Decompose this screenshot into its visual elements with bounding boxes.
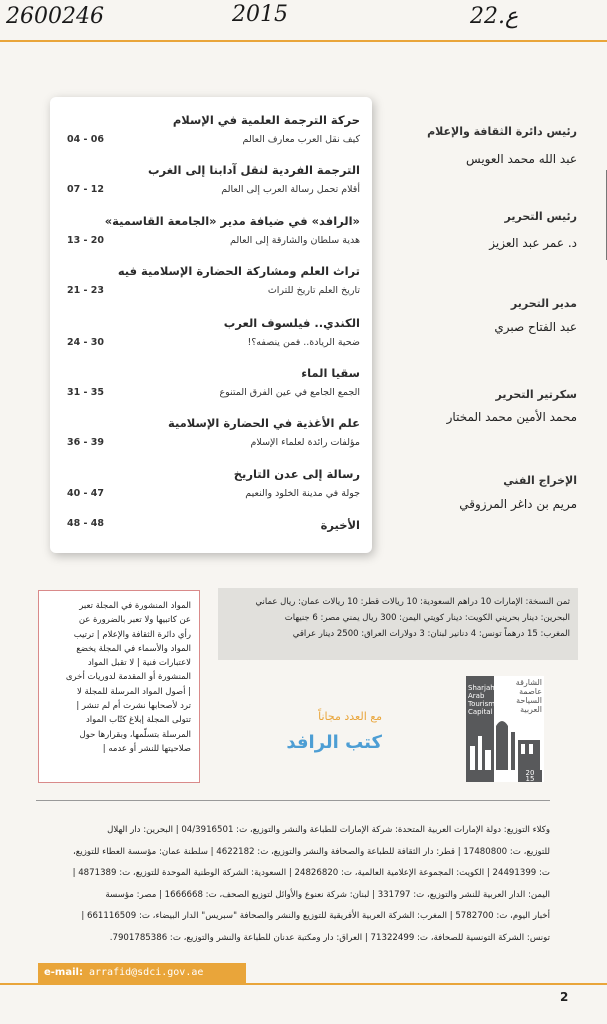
staff-role: الإخراج الفني — [503, 474, 577, 487]
staff-name: محمد الأمين محمد المختار — [446, 410, 577, 424]
staff-role: سكرتير التحرير — [495, 388, 577, 401]
sharjah-tourism-logo — [466, 676, 544, 782]
toc-entry-pages: 36 - 39 — [67, 437, 104, 448]
toc-entry-title: الترجمة الفردية لنقل آدابنا إلى الغرب — [147, 163, 360, 177]
toc-entry[interactable] — [60, 163, 360, 195]
handwritten-year: 2015 — [232, 2, 288, 27]
staff-name: عبد الله محمد العويس — [466, 152, 577, 166]
agent-line: وكلاء التوزيع: دولة الإمارات العربية المتحدة: شركة الإمارات للطباعة والنشر والتوزيع، ت: 04/3916501 | البحرين: دار الهلال — [107, 825, 550, 835]
staff-role: مدير التحرير — [510, 297, 577, 310]
email-bar[interactable] — [38, 963, 246, 983]
distribution-agents — [38, 820, 550, 949]
toc-entry-title: تراث العلم ومشاركة الحضارة الإسلامية فيه — [117, 264, 360, 278]
logo-year: 20 15 — [518, 770, 542, 782]
price-box — [218, 588, 578, 660]
toc-entry-subtitle: الجمع الجامع في عين الفرق المتنوع — [219, 387, 360, 398]
page-number: 2 — [560, 990, 569, 1004]
toc-entry-title: الكندي.. فيلسوف العرب — [223, 316, 360, 330]
free-with-issue-label: مع العدد مجاناً — [318, 710, 382, 723]
toc-entry[interactable] — [60, 113, 360, 145]
notice-line: ترد لأصحابها نشرت أم لم تنشر | — [76, 701, 191, 712]
email-label: e-mail: — [44, 967, 83, 978]
toc-entry-title: سقيا الماء — [301, 366, 360, 380]
toc-entry-pages: 04 - 06 — [67, 134, 104, 145]
staff-name: عبد الفتاح صبري — [494, 320, 577, 334]
agent-line: للتوزيع، ت: 17480800 | قطر: دار الثقافة للطباعة والصحافة والنشر والتوزيع، ت: 4622182 | سلطنة عمان: مؤسسة العطاء للتوزيع، — [73, 846, 550, 857]
toc-entry[interactable] — [60, 214, 360, 246]
toc-entry[interactable] — [60, 416, 360, 448]
editorial-notice — [38, 590, 200, 783]
notice-line: لاعتبارات فنية | لا تقبل المواد — [87, 658, 191, 669]
toc-entry[interactable] — [60, 518, 360, 532]
staff-role: رئيس التحرير — [504, 210, 577, 223]
toc-entry-subtitle: جولة في مدينة الخلود والنعيم — [245, 488, 360, 499]
toc-entry-subtitle: كيف نقل العرب معارف العالم — [242, 134, 360, 145]
toc-entry-subtitle: تاريخ العلم تاريخ للتراث — [267, 285, 360, 296]
price-line: البحرين: دينار بحريني الكويت: دينار كويتي اليمن: 300 ريال يمني مصر: 6 جنيهات — [284, 613, 570, 623]
price-line: المغرب: 15 درهماً تونس: 4 دنانير لبنان: 3 دولارات العراق: 2500 دينار عراقي — [292, 629, 570, 639]
toc-entry[interactable] — [60, 316, 360, 348]
notice-line: المرسلة بتسلّمها، وبقرارها حول — [79, 729, 191, 740]
price-line: ثمن النسخة: الإمارات 10 دراهم السعودية: 10 ريالات قطر: 10 ريالات عمان: ريال عماني — [255, 597, 570, 607]
toc-entry[interactable] — [60, 366, 360, 398]
email-address[interactable]: arrafid@sdci.gov.ae — [82, 967, 204, 978]
notice-line: المواد المنشورة في المجلة تعبر — [79, 601, 191, 611]
notice-line: رأي دائرة الثقافة والإعلام | ترتيب — [73, 629, 191, 640]
notice-line: صلاحيتها للنشر أو عدمه | — [102, 743, 191, 754]
agent-line: تونس: الشركة التونسية للصحافة، ت: 71322499 | العراق: دار ومكتبة عدنان للطباعة والنشر والتوزيع، ت: 7901785386. — [109, 932, 550, 943]
notice-line: المواد والأسماء في المجلة يخضع — [76, 643, 191, 654]
logo-en-text: Sharjah Arab Tourism Capital — [468, 684, 496, 716]
toc-entry[interactable] — [60, 467, 360, 499]
toc-entry-title: الأخيرة — [320, 518, 360, 532]
divider — [36, 800, 550, 801]
handwritten-code: 2600246 — [6, 4, 104, 29]
toc-entry-title: «الرافد» في ضيافة مدير «الجامعة القاسمية» — [104, 214, 360, 228]
toc-entry-pages: 40 - 47 — [67, 488, 104, 499]
toc-entry-subtitle: مؤلفات رائدة لعلماء الإسلام — [250, 437, 360, 448]
top-rule — [0, 40, 607, 42]
toc-entry-pages: 13 - 20 — [67, 235, 104, 246]
toc-entry-title: علم الأغذية في الحضارة الإسلامية — [168, 416, 360, 430]
toc-entry-pages: 31 - 35 — [67, 387, 104, 398]
notice-line: عن كاتبيها ولا تعبر بالضرورة عن — [78, 615, 191, 626]
toc-entry-subtitle: هدية سلطان والشارقة إلى العالم — [230, 235, 360, 246]
toc-entry-subtitle: ضحية الريادة.. فمن ينصفه؟! — [247, 337, 360, 348]
toc-entry-title: حركة الترجمة العلمية في الإسلام — [172, 113, 360, 127]
staff-role: رئيس دائرة الثقافة والإعلام — [427, 125, 577, 138]
toc-entry[interactable] — [60, 264, 360, 296]
bottom-rule — [0, 983, 607, 985]
logo-ar-text: الشارقة عاصمة السياحة العربية — [515, 678, 542, 714]
notice-line: تتولى المجلة إبلاغ كتّاب المواد — [85, 715, 191, 726]
toc-entry-pages: 21 - 23 — [67, 285, 104, 296]
agent-line: اليمن: الدار العربية للنشر والتوزيع، ت: 331797 | لبنان: شركة نعنوع والأوائل لتوزيع الصحف، ت: 1666668 | مصر: مؤسسة — [105, 889, 550, 900]
agent-line: ت: 24491399 | الكويت: المجموعة الإعلامية العالمية، ت: 24826820 | السعودية: الشركة الوطنية الموحدة للتوزيع، ت: 4871389 | — [72, 868, 550, 878]
handwritten-issue: ع.22 — [470, 4, 519, 29]
rafid-books-title: كتب الرافد — [286, 732, 382, 753]
toc-entry-title: رسالة إلى عدن التاريخ — [233, 467, 360, 481]
staff-name: مريم بن داغر المرزوقي — [459, 497, 577, 511]
notice-line: المنشورة أو المقدمة لدوريات أخرى — [65, 672, 191, 683]
agent-line: أخبار اليوم، ت: 5782700 | المغرب: الشركة العربية الأفريقية للتوزيع والنشر والصحافة "سبريس" الدار البيضاء، ت: 661116509 | — [81, 911, 550, 921]
toc-entry-pages: 24 - 30 — [67, 337, 104, 348]
toc-entry-subtitle: أقلام تحمل رسالة العرب إلى العالم — [221, 184, 360, 195]
toc-entry-pages: 07 - 12 — [67, 184, 104, 195]
toc-entry-pages: 48 - 48 — [67, 518, 104, 529]
staff-name: د. عمر عبد العزيز — [489, 236, 577, 250]
notice-line: | أصول المواد المرسلة للمجلة لا — [77, 686, 191, 697]
